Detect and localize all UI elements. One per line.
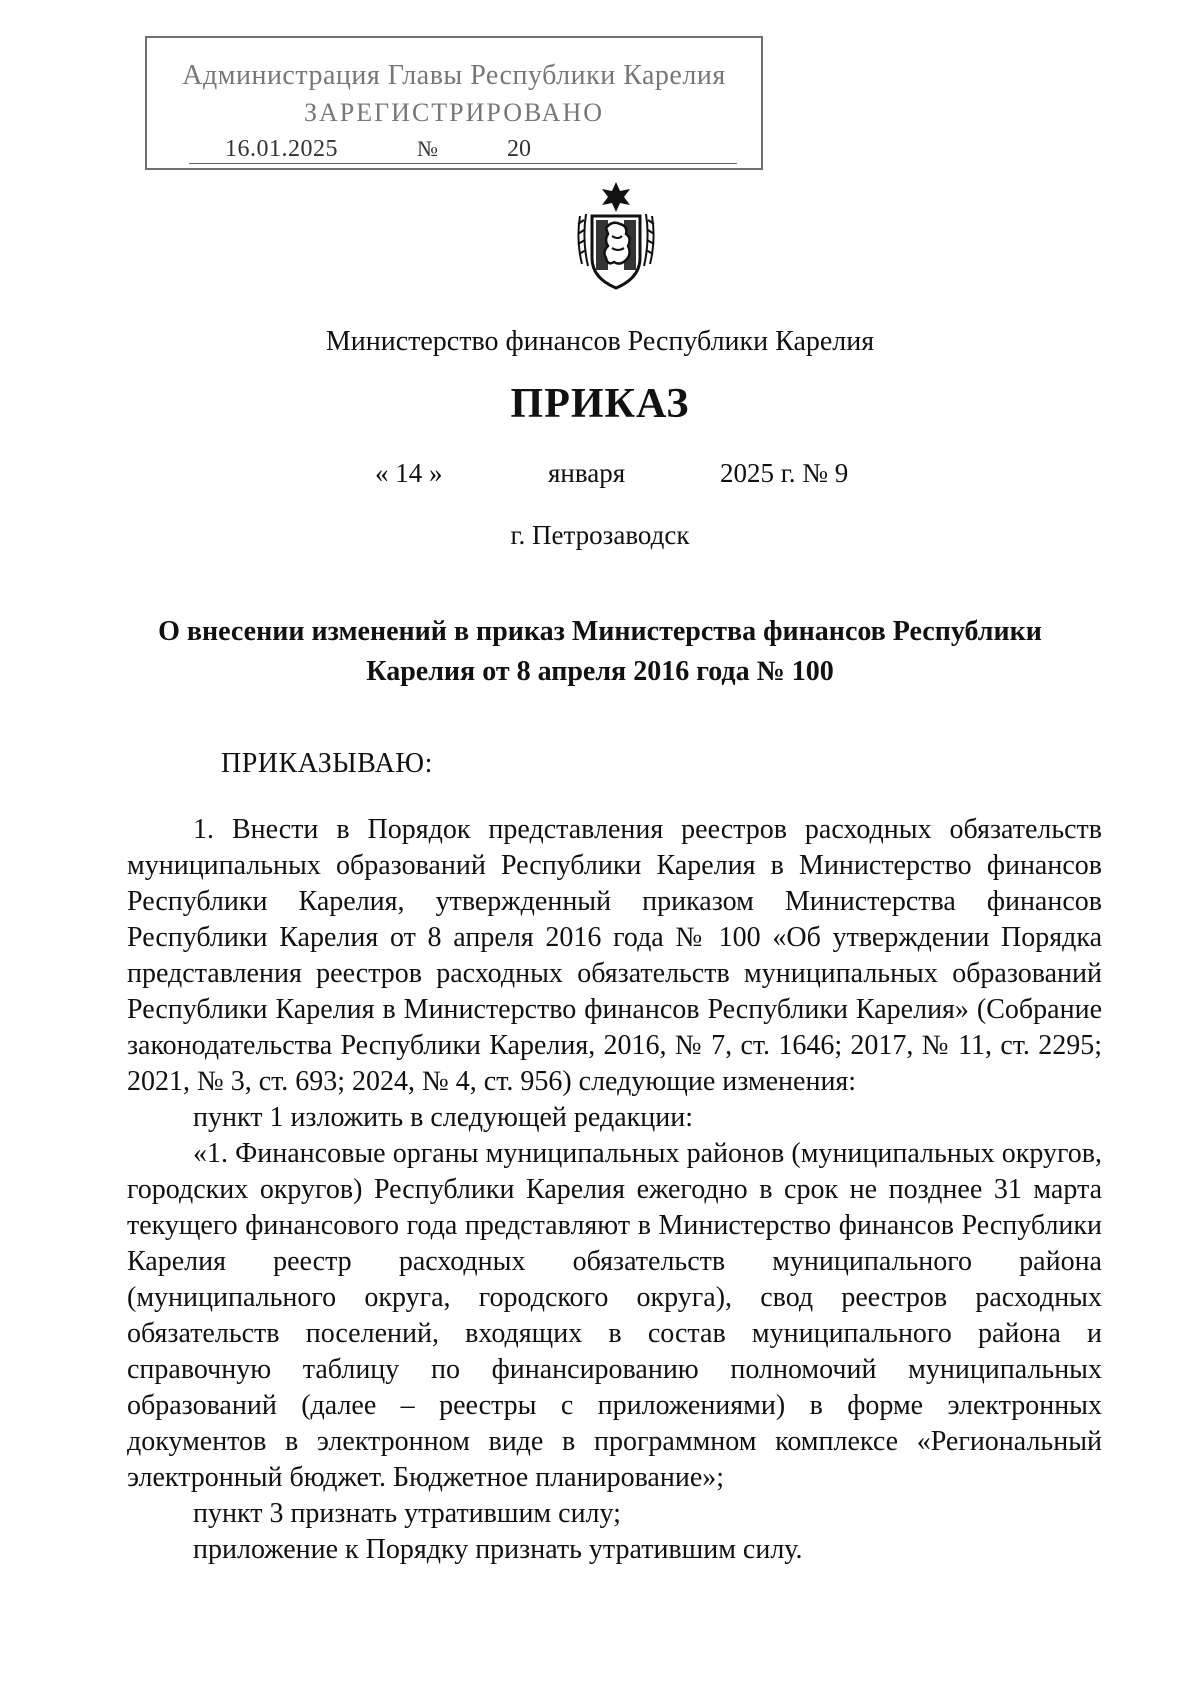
order-year-number: 2025 г. № 9 bbox=[720, 458, 849, 488]
order-subject bbox=[0, 612, 1200, 692]
stamp-date: 16.01.2025 bbox=[225, 136, 338, 162]
stamp-underline bbox=[189, 163, 737, 164]
stamp-number: 20 bbox=[507, 136, 531, 162]
subject-line-1: О внесении изменений в приказ Министерства финансов Республики bbox=[158, 616, 1042, 647]
order-month: января bbox=[548, 458, 626, 488]
karelia-coat-of-arms-icon bbox=[572, 180, 660, 292]
order-word: ПРИКАЗЫВАЮ: bbox=[221, 748, 433, 779]
paragraph-5: приложение к Порядку признать утратившим силу. bbox=[193, 1534, 803, 1565]
stamp-registration-row bbox=[189, 136, 737, 170]
city-name: г. Петрозаводск bbox=[510, 520, 690, 550]
paragraph-3: «1. Финансовые органы муниципальных районов (муниципальных округов, городских округов) Республики Карелия ежегодно в срок не позднее 31 марта текущего финансового года представляют в Министерство финансов Республики Карелия реестр расходных обязательств муниципального района (муниципального округа, городского округа), свод реестров расходных обязательств поселений, входящих в состав муниципального района и справочную таблицу по финансированию полномочий муниципальных образований (далее – реестры с приложениями) в форме электронных документов в электронном виде в программном комплексе «Региональный электронный бюджет. Бюджетное планирование»; bbox=[127, 1138, 1102, 1493]
paragraph-1: 1. Внести в Порядок представления реестров расходных обязательств муниципальных образований Республики Карелия в Министерство финансов Республики Карелия, утвержденный приказом Министерства финансов Республики Карелия от 8 апреля 2016 года № 100 «Об утверждении Порядка представления реестров расходных обязательств муниципальных образований Республики Карелия в Министерство финансов Республики Карелия» (Собрание законодательства Республики Карелия, 2016, № 7, ст. 1646; 2017, № 11, ст. 2295; 2021, № 3, ст. 693; 2024, № 4, ст. 956) следующие изменения: bbox=[127, 814, 1102, 1097]
stamp-number-label: № bbox=[417, 136, 438, 161]
registration-stamp bbox=[145, 36, 763, 170]
document-type-title: ПРИКАЗ bbox=[510, 381, 690, 427]
stamp-status: ЗАРЕГИСТРИРОВАНО bbox=[304, 98, 604, 127]
order-body bbox=[127, 746, 1102, 1568]
paragraph-2: пункт 1 изложить в следующей редакции: bbox=[193, 1102, 693, 1133]
paragraph-4: пункт 3 признать утратившим силу; bbox=[193, 1498, 621, 1529]
stamp-organization: Администрация Главы Республики Карелия bbox=[182, 60, 726, 91]
subject-line-2: Карелия от 8 апреля 2016 года № 100 bbox=[366, 656, 834, 687]
ministry-name: Министерство финансов Республики Карелия bbox=[325, 326, 875, 357]
order-day: « 14 » bbox=[375, 458, 443, 488]
